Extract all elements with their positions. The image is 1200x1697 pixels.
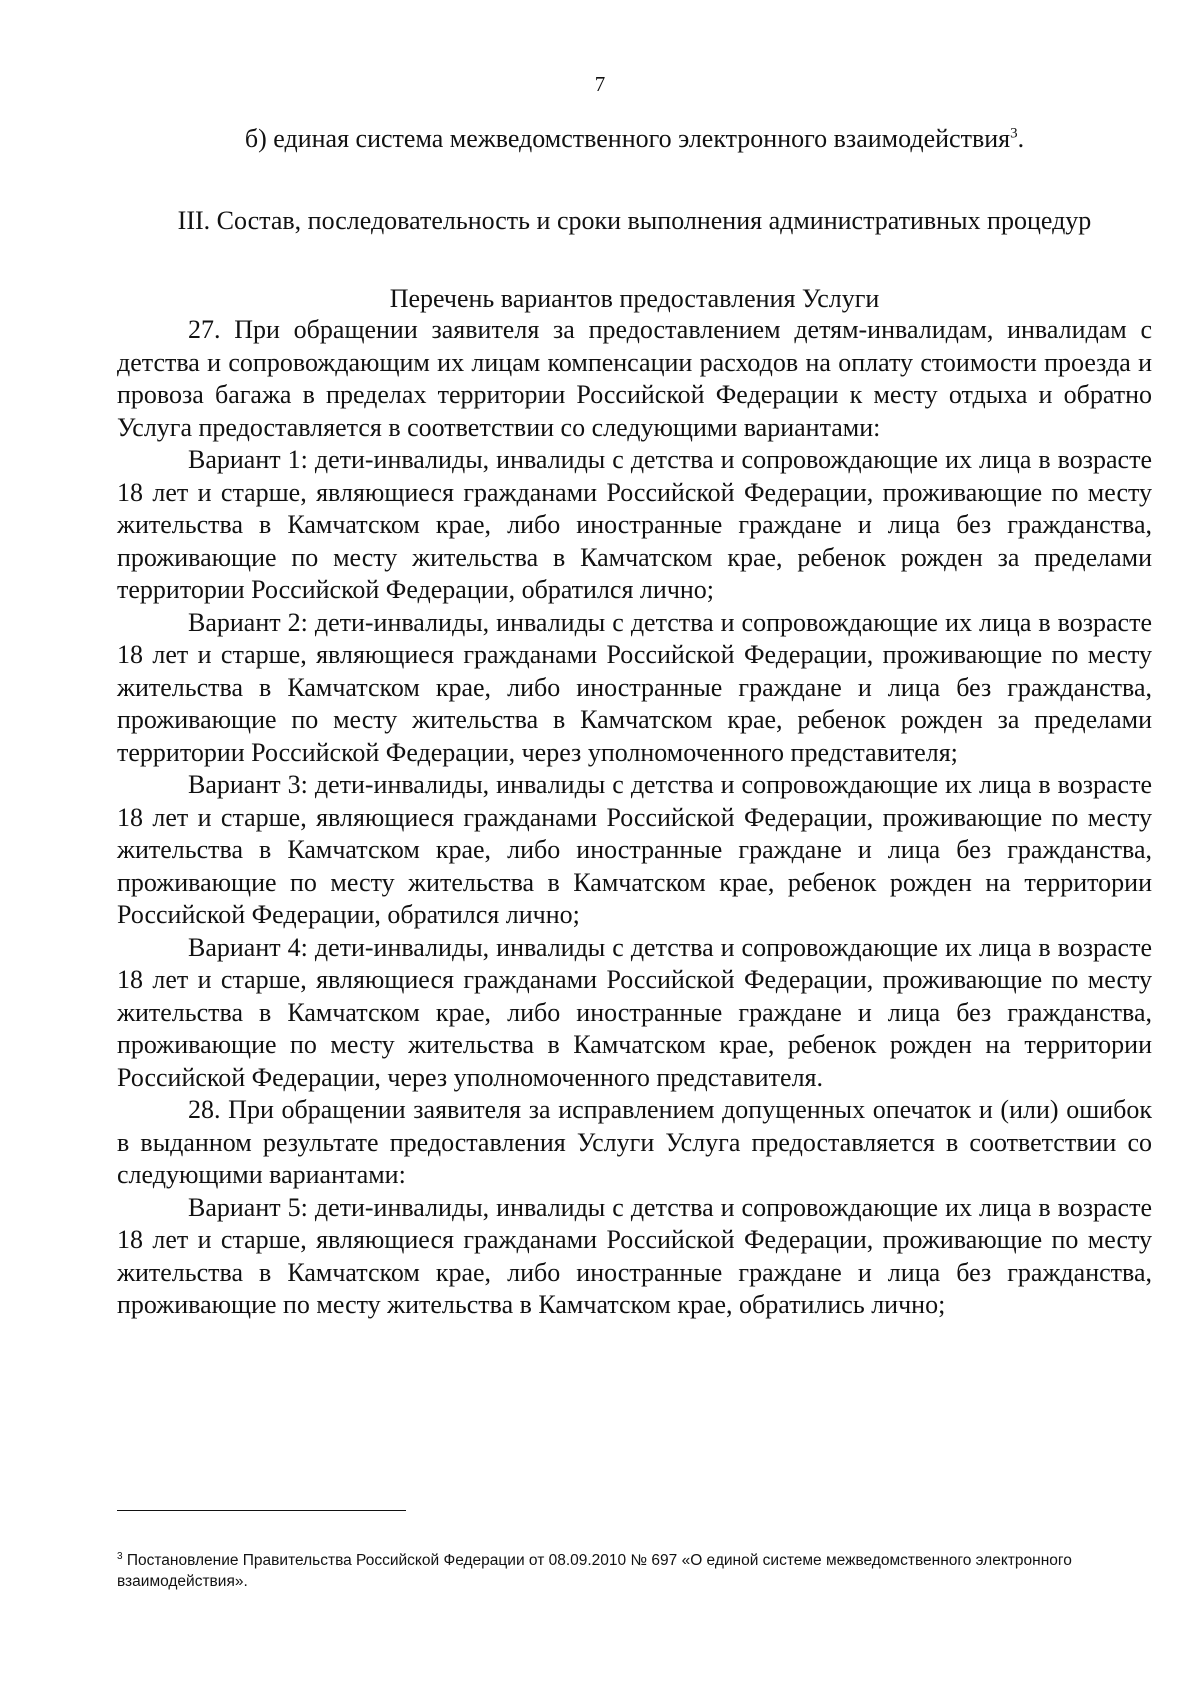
list-item-b [117,123,1152,156]
footnote [117,1550,1152,1592]
paragraph-variant-1: Вариант 1: дети-инвалиды, инвалиды с детства и сопровождающие их лица в возрасте 18 лет и старше, являющиеся гражданами Российской Федерации, проживающие по месту жительства в Камчатском крае, либо иностранные граждане и лица без гражданства, проживающие по месту жительства в Камчатском крае, ребенок рожден за пределами территории Российской Федерации, обратился лично; [117,445,1152,604]
paragraph-variant-3: Вариант 3: дети-инвалиды, инвалиды с детства и сопровождающие их лица в возрасте 18 лет и старше, являющиеся гражданами Российской Федерации, проживающие по месту жительства в Камчатском крае, либо иностранные граждане и лица без гражданства, проживающие по месту жительства в Камчатском крае, ребенок рожден на территории Российской Федерации, обратился лично; [117,770,1152,929]
paragraphs-block [117,314,1152,1322]
paragraph-28: 28. При обращении заявителя за исправлением допущенных опечаток и (или) ошибок в выданном результате предоставления Услуги Услуга предоставляется в соответствии со следующими вариантами: [117,1095,1152,1189]
list-item-b-punctuation: . [1017,124,1025,153]
footnote-text: Постановление Правительства Российской Федерации от 08.09.2010 № 697 «О единой системе межведомственного электронного взаимодействия». [117,1552,1072,1590]
paragraph-variant-2: Вариант 2: дети-инвалиды, инвалиды с детства и сопровождающие их лица в возрасте 18 лет и старше, являющиеся гражданами Российской Федерации, проживающие по месту жительства в Камчатском крае, либо иностранные граждане и лица без гражданства, проживающие по месту жительства в Камчатском крае, ребенок рожден за пределами территории Российской Федерации, через уполномоченного представителя; [117,607,1152,767]
footnote-divider [117,1510,406,1511]
section-heading: III. Состав, последовательность и сроки выполнения административных процедур [177,206,1092,235]
paragraph-variant-5: Вариант 5: дети-инвалиды, инвалиды с детства и сопровождающие их лица в возрасте 18 лет и старше, являющиеся гражданами Российской Федерации, проживающие по месту жительства в Камчатском крае, либо иностранные граждане и лица без гражданства, проживающие по месту жительства в Камчатском крае, обратились лично; [117,1192,1152,1319]
list-item-b-text: б) единая система межведомственного электронного взаимодействия [244,124,1011,153]
paragraph-27: 27. При обращении заявителя за предоставлением детям-инвалидам, инвалидам с детства и сопровождающим их лицам компенсации расходов на оплату стоимости проезда и провоза багажа в пределах территории Российской Федерации к месту отдыха и обратно Услуга предоставляется в соответствии со следующими вариантами: [117,315,1152,442]
footnote-mark: 3 [117,1550,123,1562]
subheading: Перечень вариантов предоставления Услуги [389,284,880,313]
paragraph-variant-4: Вариант 4: дети-инвалиды, инвалиды с детства и сопровождающие их лица в возрасте 18 лет и старше, являющиеся гражданами Российской Федерации, проживающие по месту жительства в Камчатском крае, либо иностранные граждане и лица без гражданства, проживающие по месту жительства в Камчатском крае, ребенок рожден на территории Российской Федерации, через уполномоченного представителя. [117,932,1152,1092]
page-number: 7 [594,72,606,96]
footnote-reference: 3 [1010,125,1018,142]
